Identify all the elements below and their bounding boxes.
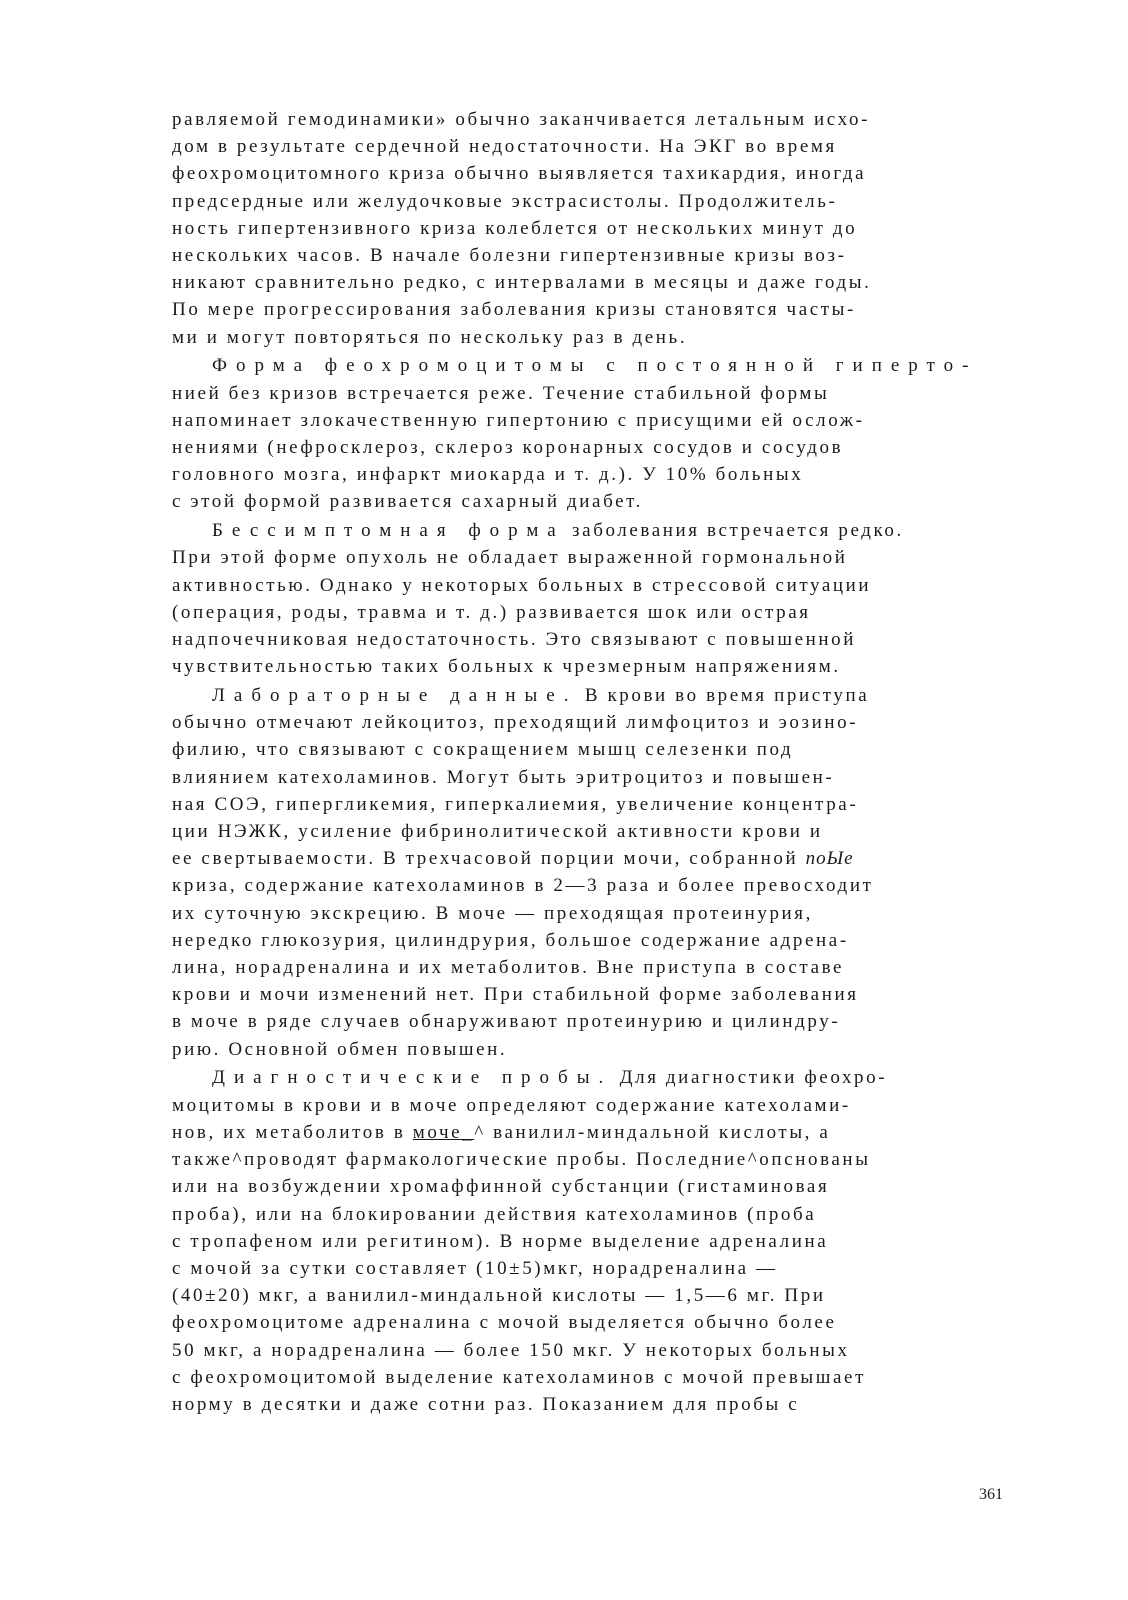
text-line: ная СОЭ, гипергликемия, гиперкалиемия, увеличение концентра- bbox=[172, 793, 859, 815]
text-line: ции НЭЖК, усиление фибринолитической активности крови и bbox=[172, 821, 823, 843]
text-line bbox=[172, 1119, 1002, 1146]
text-line: криза, содержание катехоламинов в 2—3 раза и более превосходит bbox=[172, 875, 874, 897]
section-heading: Лабораторные данные. bbox=[212, 685, 578, 707]
section-heading: Бессимптомная форма bbox=[212, 520, 565, 542]
text-fragment: ^ ванилил-миндальной кислоты, а bbox=[474, 1121, 831, 1143]
text-line: дом в результате сердечной недостаточности. На ЭКГ во время bbox=[172, 136, 837, 158]
text-line: При этой форме опухоль не обладает выраженной гормональной bbox=[172, 547, 848, 569]
text-line: влиянием катехоламинов. Могут быть эритроцитоз и повышен- bbox=[172, 766, 835, 788]
paragraph-laboratory-data bbox=[172, 682, 1002, 1063]
text-line: (операция, роды, травма и т. д.) развивается шок или острая bbox=[172, 601, 811, 623]
paragraph-form-constant-hypertension bbox=[172, 352, 1002, 515]
section-heading: Диагностические пробы. bbox=[212, 1067, 613, 1089]
underlined-word: моче_ bbox=[412, 1121, 475, 1143]
page-body bbox=[172, 106, 1002, 1420]
italic-word: поЫе bbox=[805, 848, 854, 870]
text-line: надпочечниковая недостаточность. Это связывают с повышенной bbox=[172, 629, 857, 651]
text-line: рию. Основной обмен повышен. bbox=[172, 1038, 508, 1060]
text-line: лина, норадреналина и их метаболитов. Вне приступа в составе bbox=[172, 957, 845, 979]
text-line: напоминает злокачественную гипертонию с присущими ей ослож- bbox=[172, 409, 865, 431]
text-line: чувствительностью таких больных к чрезмерным напряжениям. bbox=[172, 656, 841, 678]
text-line: крови и мочи изменений нет. При стабильной форме заболевания bbox=[172, 984, 859, 1006]
text-line: с феохромоцитомой выделение катехоламинов с мочой превышает bbox=[172, 1366, 866, 1388]
text-line: (40±20) мкг, а ванилил-миндальной кислоты — 1,5—6 мг. При bbox=[172, 1285, 826, 1307]
heading-tail-text: Для диагностики феохро- bbox=[612, 1067, 888, 1089]
text-line: ность гипертензивного криза колеблется от нескольких минут до bbox=[172, 217, 858, 239]
text-line: никают сравнительно редко, с интервалами в месяцы и даже годы. bbox=[172, 272, 872, 294]
paragraph-1 bbox=[172, 106, 1002, 351]
text-line: нескольких часов. В начале болезни гипертензивные кризы воз- bbox=[172, 245, 847, 267]
text-line: 50 мкг, а норадреналина — более 150 мкг. У некоторых больных bbox=[172, 1339, 850, 1361]
text-line: с мочой за сутки составляет (10±5)мкг, норадреналина — bbox=[172, 1257, 778, 1279]
text-line: феохромоцитоме адреналина с мочой выделяется обычно более bbox=[172, 1312, 837, 1334]
text-fragment: нов, их метаболитов в bbox=[172, 1121, 413, 1143]
text-line: или на возбуждении хромаффинной субстанции (гистаминовая bbox=[172, 1176, 830, 1198]
section-heading-line bbox=[172, 517, 1002, 544]
text-line: феохромоцитомного криза обычно выявляется тахикардия, иногда bbox=[172, 163, 867, 185]
section-heading-line bbox=[172, 682, 1002, 709]
text-line: проба), или на блокировании действия катехоламинов (проба bbox=[172, 1203, 817, 1225]
heading-tail-text: заболевания встречается редко. bbox=[564, 520, 904, 542]
text-line: с тропафеном или регитином). В норме выделение адреналина bbox=[172, 1230, 829, 1252]
text-line: нией без кризов встречается реже. Течение стабильной формы bbox=[172, 382, 830, 404]
text-line: головного мозга, инфаркт миокарда и т. д.). У 10% больных bbox=[172, 464, 804, 486]
text-line: филию, что связывают с сокращением мышц селезенки под bbox=[172, 739, 794, 761]
heading-tail-text: В крови во время приступа bbox=[577, 685, 870, 707]
paragraph-diagnostic-tests bbox=[172, 1064, 1002, 1418]
section-heading-line bbox=[172, 352, 1002, 379]
text-line: моцитомы в крови и в моче определяют содержание катехолами- bbox=[172, 1094, 851, 1116]
text-line: нередко глюкозурия, цилиндрурия, большое содержание адрена- bbox=[172, 929, 849, 951]
text-line: равляемой гемодинамики» обычно заканчивается летальным исхо- bbox=[172, 109, 870, 130]
text-line: их суточную экскрецию. В моче — преходящая протеинурия, bbox=[172, 902, 813, 924]
text-line bbox=[172, 845, 1002, 872]
text-line: норму в десятки и даже сотни раз. Показанием для пробы с bbox=[172, 1393, 800, 1415]
text-line: также^проводят фармакологические пробы. Последние^опснованы bbox=[172, 1149, 871, 1171]
text-line: нениями (нефросклероз, склероз коронарных сосудов и сосудов bbox=[172, 437, 844, 459]
page-number: 361 bbox=[979, 1486, 1003, 1503]
text-line: обычно отмечают лейкоцитоз, преходящий лимфоцитоз и эозино- bbox=[172, 712, 859, 734]
text-line: По мере прогрессирования заболевания кризы становятся часты- bbox=[172, 299, 856, 321]
text-line: в моче в ряде случаев обнаруживают протеинурию и цилиндру- bbox=[172, 1011, 841, 1033]
text-fragment: ее свертываемости. В трехчасовой порции мочи, собранной bbox=[172, 848, 806, 870]
section-heading: Форма феохромоцитомы с постоянной гиперто- bbox=[212, 355, 978, 377]
text-line: предсердные или желудочковые экстрасистолы. Продолжитель- bbox=[172, 190, 838, 212]
text-line: с этой формой развивается сахарный диабет. bbox=[172, 491, 643, 513]
text-line: активностью. Однако у некоторых больных в стрессовой ситуации bbox=[172, 574, 872, 596]
text-line: ми и могут повторяться по нескольку раз в день. bbox=[172, 326, 688, 348]
section-heading-line bbox=[172, 1064, 1002, 1091]
paragraph-asymptomatic-form bbox=[172, 517, 1002, 680]
